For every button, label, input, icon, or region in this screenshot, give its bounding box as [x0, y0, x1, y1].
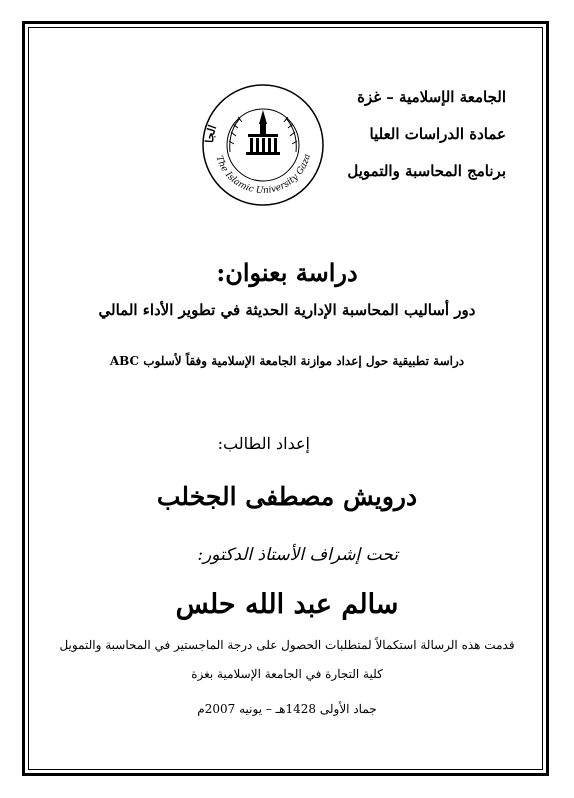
student-label: إعداد الطالب: [217, 434, 310, 453]
study-heading: دراسة بعنوان: [216, 258, 358, 287]
thesis-main-title: دور أساليب المحاسبة الإدارية الحديثة في تطوير الأداء المالي [98, 301, 476, 319]
submission-statement: قدمت هذه الرسالة استكمالاً لمتطلبات الحصول على درجة الماجستير في المحاسبة والتمويل [59, 638, 515, 652]
supervisor-label: تحت إشراف الأستاذ الدكتور: [197, 545, 398, 565]
seal-arabic-text: الجا [203, 123, 220, 144]
svg-text:الجامعة الإسلامية غزة [200, 82, 219, 143]
faculty-line: كلية التجارة في الجامعة الإسلامية بغزة [191, 667, 383, 681]
thesis-subtitle: دراسة تطبيقية حول إعداد موازنة الجامعة الإسلامية وفقاً لأسلوب ABC [109, 354, 465, 368]
university-seal [200, 82, 326, 208]
svg-text:The Islamic University Gaza [214, 153, 313, 196]
graduate-deanship: عمادة الدراسات العليا [369, 125, 506, 143]
supervisor-name: سالم عبد الله حلس [175, 589, 399, 620]
university-name: الجامعة الإسلامية – غزة [357, 88, 506, 106]
student-name: درويش مصطفى الجخلب [156, 482, 418, 511]
seal-ring-text: The Islamic University Gaza [213, 152, 313, 197]
program-name: برنامج المحاسبة والتمويل [347, 162, 506, 180]
submission-date: جماد الأولى 1428هـ – يونيه 2007م [197, 702, 377, 716]
